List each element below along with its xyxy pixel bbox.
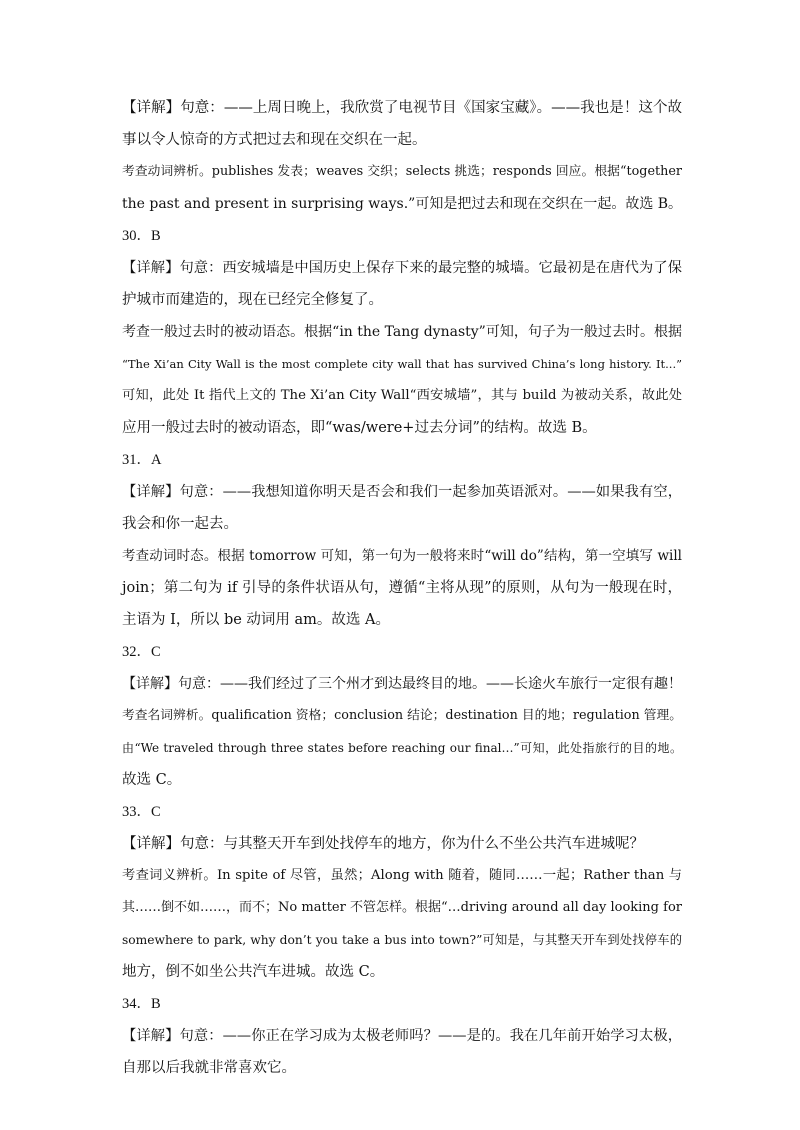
para-32-analysis-line-3: 故选 C。 (122, 772, 182, 788)
para-30-explanation-line-1: 【详解】句意：西安城墙是中国历史上保存下来的最完整的城墙。它最初是在唐代为了保 (122, 260, 682, 276)
para-32-analysis-line-2: 由“We traveled through three states before reaching our final…”可知，此处指旅行的目的地。 (122, 741, 682, 755)
para-33-explanation-line-1: 【详解】句意：与其整天开车到处找停车的地方，你为什么不坐公共汽车进城呢？ (122, 836, 644, 852)
para-33-analysis-line-1: 考查词义辨析。In spite of 尽管，虽然；Along with 随着，随同……一起；Rather than 与 (122, 868, 682, 883)
para-31-analysis-line-3: 主语为 I，所以 be 动词用 am。故选 A。 (122, 612, 391, 628)
question-34-answer: 34．B (122, 996, 161, 1012)
para-31-analysis-line-2: join；第二句为 if 引导的条件状语从句，遵循“主将从现”的原则，从句为一般现在时， (122, 580, 682, 596)
para-30-analysis-line-2: “The Xi’an City Wall is the most complete city wall that has survived China’s long history. It...” (122, 357, 682, 371)
para-29-explanation-line-2: 事以令人惊奇的方式把过去和现在交织在一起。 (122, 132, 427, 148)
para-34-explanation-line-1: 【详解】句意：——你正在学习成为太极老师吗？——是的。我在几年前开始学习太极， (122, 1028, 682, 1044)
para-33-analysis-line-2: 其……倒不如……，而不；No matter 不管怎样。根据“…driving around all day looking for (122, 900, 682, 915)
para-31-explanation-line-1: 【详解】句意：——我想知道你明天是否会和我们一起参加英语派对。——如果我有空， (122, 484, 682, 500)
para-30-analysis-line-4: 应用一般过去时的被动语态，即“was/were+过去分词”的结构。故选 B。 (122, 420, 597, 436)
para-33-analysis-line-4: 地方，倒不如坐公共汽车进城。故选 C。 (122, 964, 385, 980)
para-29-analysis-line-2: the past and present in surprising ways.”可知是把过去和现在交织在一起。故选 B。 (122, 196, 683, 212)
question-30-answer: 30．B (122, 228, 161, 244)
para-34-explanation-line-2: 自那以后我就非常喜欢它。 (122, 1060, 296, 1076)
question-33-answer: 33．C (122, 804, 161, 820)
para-31-explanation-line-2: 我会和你一起去。 (122, 516, 238, 532)
para-29-analysis-line-1: 考查动词辨析。publishes 发表；weaves 交织；selects 挑选；responds 回应。根据“together (122, 164, 682, 179)
question-31-answer: 31．A (122, 452, 162, 468)
para-31-analysis-line-1: 考查动词时态。根据 tomorrow 可知，第一句为一般将来时“will do”结构，第一空填写 will (122, 548, 682, 564)
para-30-analysis-line-3: 可知，此处 It 指代上文的 The Xi’an City Wall“西安城墙”，其与 build 为被动关系，故此处 (122, 388, 682, 403)
para-29-explanation-line-1: 【详解】句意：——上周日晚上，我欣赏了电视节目《国家宝藏》。——我也是！这个故 (122, 100, 682, 116)
para-30-explanation-line-2: 护城市而建造的，现在已经完全修复了。 (122, 292, 383, 308)
para-32-analysis-line-1: 考查名词辨析。qualification 资格；conclusion 结论；destination 目的地；regulation 管理。 (122, 708, 682, 723)
para-32-explanation-line-1: 【详解】句意：——我们经过了三个州才到达最终目的地。——长途火车旅行一定很有趣！ (122, 676, 682, 692)
para-33-analysis-line-3: somewhere to park, why don’t you take a bus into town?”可知是，与其整天开车到处找停车的 (122, 933, 682, 947)
para-30-analysis-line-1: 考查一般过去时的被动语态。根据“in the Tang dynasty”可知，句子为一般过去时。根据 (122, 324, 682, 340)
question-32-answer: 32．C (122, 644, 161, 660)
